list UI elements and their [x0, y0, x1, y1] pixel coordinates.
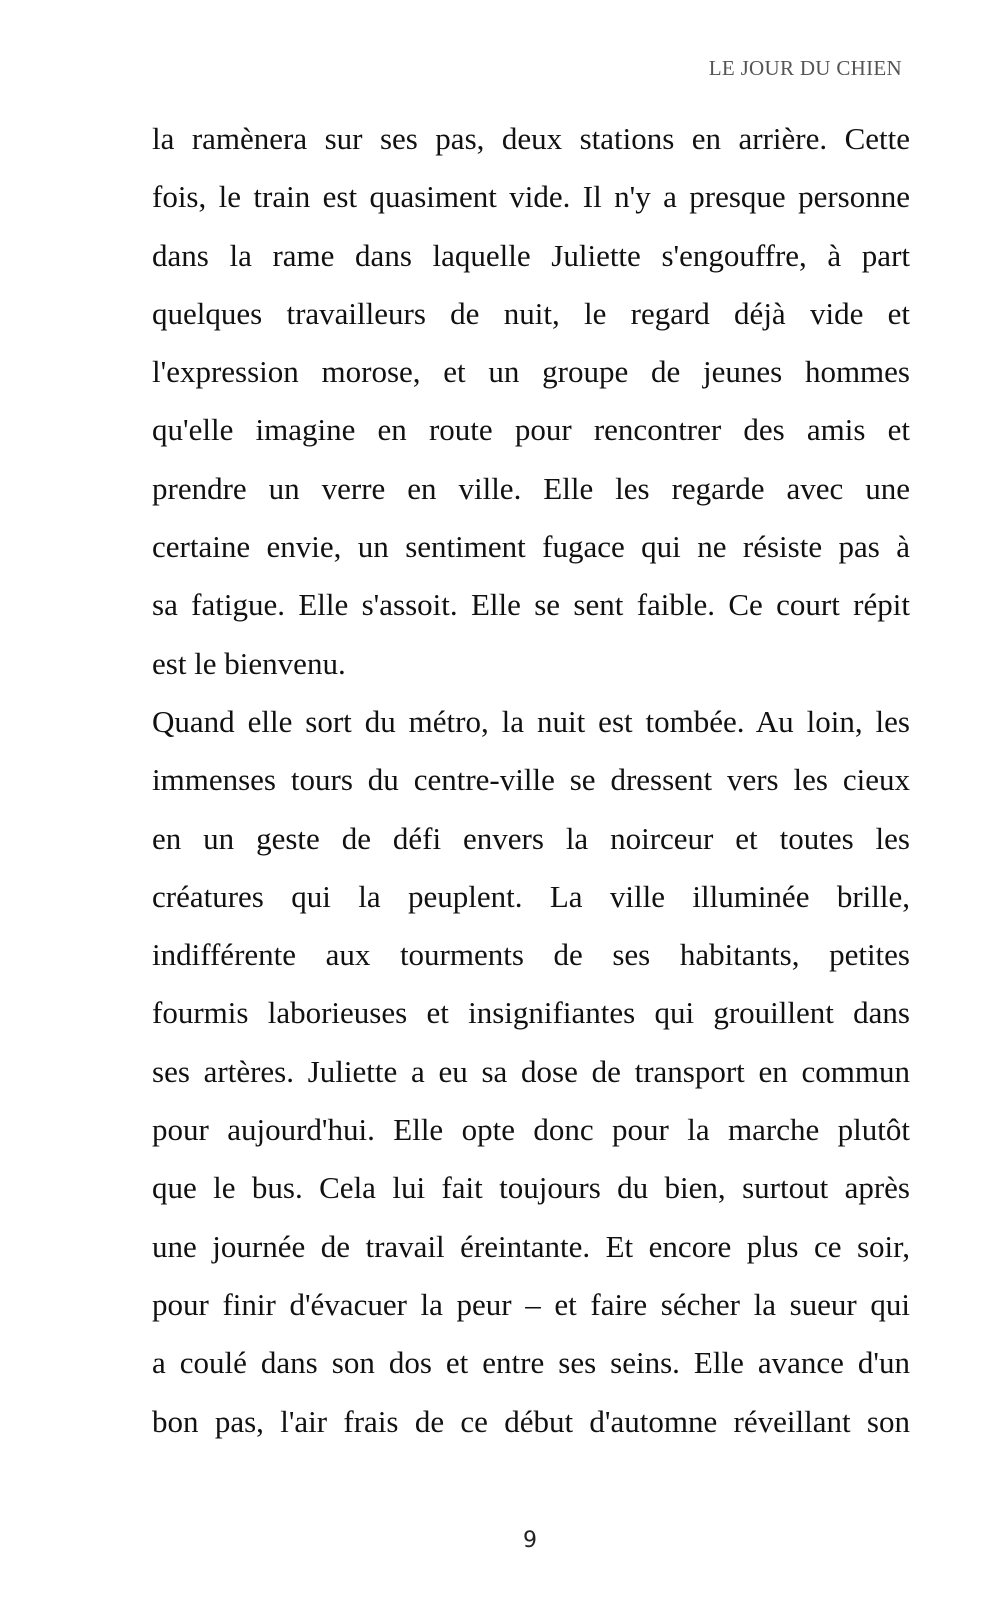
paragraph-end-line: est le bienvenu.: [152, 645, 346, 681]
text-line: pour finir d'évacuer la peur – et faire sécher la sueur qui: [152, 1286, 910, 1322]
text-line: sa fatigue. Elle s'assoit. Elle se sent faible. Ce court répit: [152, 587, 910, 623]
text-line: pour aujourd'hui. Elle opte donc pour la marche plutôt: [152, 1112, 910, 1148]
text-line: Quand elle sort du métro, la nuit est tombée. Au loin, les: [152, 703, 910, 739]
text-line: fois, le train est quasiment vide. Il n'y a presque personne: [152, 179, 910, 215]
text-line: qu'elle imagine en route pour rencontrer des amis et: [152, 412, 910, 448]
text-line: dans la rame dans laquelle Juliette s'engouffre, à part: [152, 237, 910, 273]
body-text: [152, 110, 910, 1451]
text-line: indifférente aux tourments de ses habitants, petites: [152, 937, 910, 973]
text-line: en un geste de défi envers la noirceur et toutes les: [152, 820, 910, 856]
text-line: quelques travailleurs de nuit, le regard déjà vide et: [152, 295, 910, 331]
text-line: une journée de travail éreintante. Et encore plus ce soir,: [152, 1228, 910, 1264]
text-line: créatures qui la peuplent. La ville illuminée brille,: [152, 878, 910, 914]
text-line: prendre un verre en ville. Elle les regarde avec une: [152, 470, 910, 506]
running-header: LE JOUR DU CHIEN: [708, 56, 902, 80]
text-line: fourmis laborieuses et insignifiantes qui grouillent dans: [152, 995, 910, 1031]
page-number: 9: [523, 1528, 537, 1553]
text-line: immenses tours du centre-ville se dressent vers les cieux: [152, 762, 910, 798]
text-line: a coulé dans son dos et entre ses seins. Elle avance d'un: [152, 1345, 910, 1381]
text-line: la ramènera sur ses pas, deux stations en arrière. Cette: [152, 121, 910, 156]
text-line: bon pas, l'air frais de ce début d'automne réveillant son: [152, 1403, 910, 1439]
text-line: certaine envie, un sentiment fugace qui ne résiste pas à: [152, 529, 910, 565]
text-line: l'expression morose, et un groupe de jeunes hommes: [152, 354, 910, 390]
text-line: ses artères. Juliette a eu sa dose de transport en commun: [152, 1053, 910, 1089]
text-line: que le bus. Cela lui fait toujours du bien, surtout après: [152, 1170, 910, 1206]
